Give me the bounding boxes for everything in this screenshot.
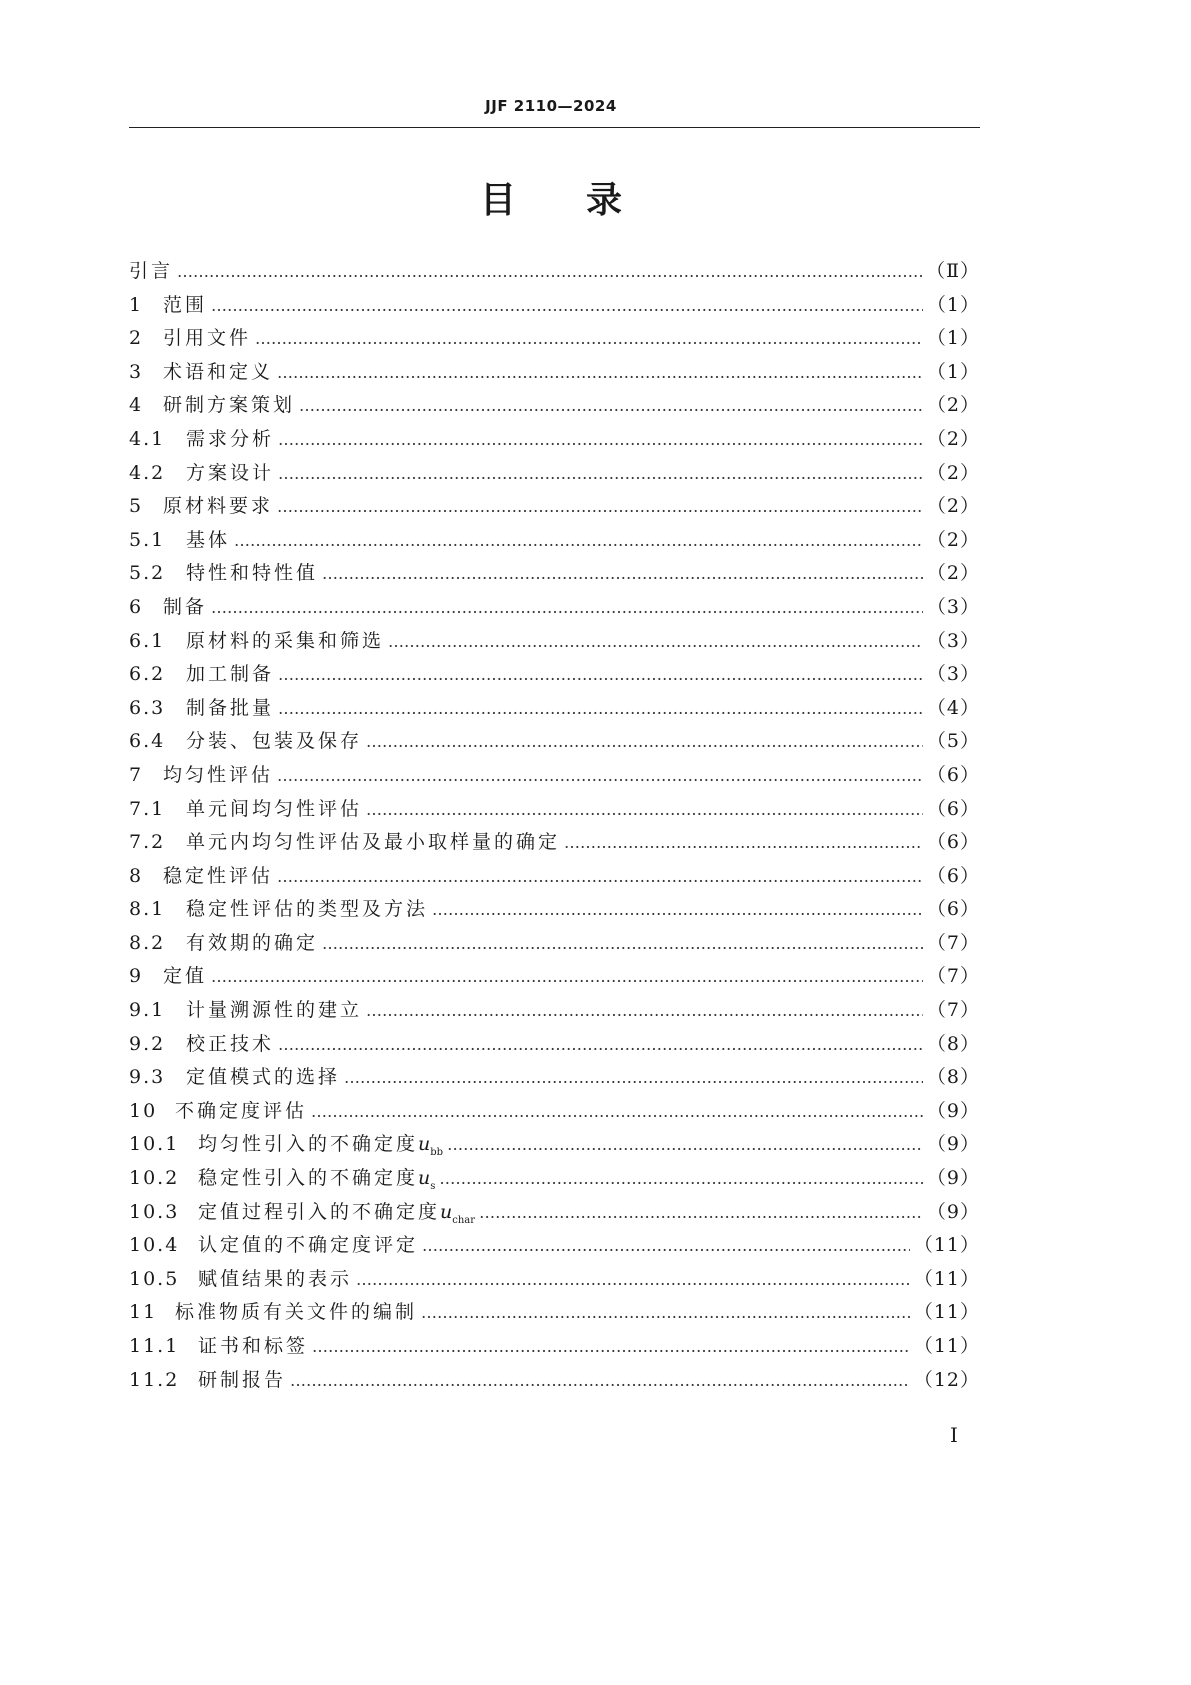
toc-entry-title: 原材料要求 bbox=[163, 495, 274, 518]
toc-entry-title: 分装、包装及保存 bbox=[186, 730, 363, 753]
toc-entry-page: （2） bbox=[926, 528, 980, 551]
toc-entry-title: 引用文件 bbox=[163, 327, 252, 350]
toc-dot-leader bbox=[211, 960, 923, 994]
toc-entry-number: 6.4 bbox=[129, 730, 166, 753]
toc-entry-title: 定值模式的选择 bbox=[186, 1066, 341, 1089]
toc-dot-leader bbox=[211, 591, 923, 625]
toc-dot-leader bbox=[366, 725, 923, 759]
toc-entry-page: （6） bbox=[926, 763, 980, 786]
toc-entry-title: 有效期的确定 bbox=[186, 931, 319, 954]
toc-dot-leader bbox=[388, 625, 923, 659]
toc-entry-page: （6） bbox=[926, 864, 980, 887]
header-rule bbox=[129, 127, 980, 128]
toc-entry-number: 4.2 bbox=[129, 461, 166, 484]
toc-dot-leader bbox=[278, 692, 923, 726]
toc-dot-leader bbox=[278, 658, 923, 692]
toc-dot-leader bbox=[278, 1028, 923, 1062]
toc-entry-page: （2） bbox=[926, 427, 980, 450]
toc-entry-number: 11.1 bbox=[129, 1335, 180, 1357]
toc-entry-page: （4） bbox=[926, 696, 980, 719]
toc-dot-leader bbox=[312, 1330, 910, 1364]
toc-entry[interactable] bbox=[129, 826, 980, 860]
toc-entry-title: 认定值的不确定度评定 bbox=[198, 1234, 419, 1257]
toc-entry-number: 6 bbox=[129, 595, 144, 618]
toc-entry-title: 均匀性评估 bbox=[163, 763, 274, 786]
toc-entry-title: 制备 bbox=[163, 595, 208, 618]
toc-dot-leader bbox=[432, 893, 923, 927]
toc-entry[interactable] bbox=[129, 1128, 980, 1162]
toc-entry[interactable] bbox=[129, 1196, 980, 1230]
toc-entry[interactable] bbox=[129, 490, 980, 524]
toc-entry[interactable] bbox=[129, 1330, 980, 1364]
toc-entry-number: 10.4 bbox=[129, 1234, 180, 1257]
toc-entry-number: 9.3 bbox=[129, 1066, 166, 1089]
toc-entry[interactable] bbox=[129, 1229, 980, 1263]
toc-entry-page: （3） bbox=[926, 663, 980, 686]
toc-entry-title: 术语和定义 bbox=[163, 360, 274, 383]
toc-entry-number: 4.1 bbox=[129, 427, 166, 450]
toc-entry[interactable] bbox=[129, 725, 980, 759]
toc-entry-number: 5.1 bbox=[129, 528, 166, 551]
toc-dot-leader bbox=[564, 826, 923, 860]
toc-entry-title: 引言 bbox=[129, 260, 174, 282]
toc-dot-leader bbox=[422, 1229, 910, 1263]
toc-entry[interactable] bbox=[129, 1028, 980, 1062]
toc-entry-number: 10.3 bbox=[129, 1200, 180, 1223]
toc-entry-number: 11.2 bbox=[129, 1368, 180, 1391]
toc-entry[interactable] bbox=[129, 860, 980, 894]
toc-entry[interactable] bbox=[129, 1296, 980, 1330]
toc-entry-number: 9.2 bbox=[129, 1032, 166, 1055]
toc-dot-leader bbox=[177, 255, 922, 289]
toc-entry-number: 9 bbox=[129, 965, 144, 988]
toc-dot-leader bbox=[439, 1162, 923, 1196]
toc-entry-number: 7.2 bbox=[129, 831, 166, 854]
toc-entry-title: 不确定度评估 bbox=[175, 1099, 308, 1122]
toc-entry-number: 10.5 bbox=[129, 1267, 180, 1290]
toc-entry-title: 计量溯源性的建立 bbox=[186, 999, 363, 1022]
toc-entry[interactable] bbox=[129, 289, 980, 323]
toc-entry-number: 5 bbox=[129, 495, 144, 518]
toc-entry-page: （1） bbox=[926, 360, 980, 383]
uncertainty-symbol: u bbox=[418, 1167, 431, 1190]
uncertainty-symbol: u bbox=[440, 1200, 453, 1223]
page-title: 目录 bbox=[479, 180, 692, 221]
toc-entry-page: （6） bbox=[926, 898, 980, 921]
toc-entry-page: （7） bbox=[926, 931, 980, 954]
toc-entry-title: 加工制备 bbox=[186, 663, 275, 686]
toc-entry-title: 校正技术 bbox=[186, 1032, 275, 1055]
uncertainty-subscript: bb bbox=[430, 1147, 444, 1159]
toc-entry-page: （11） bbox=[913, 1301, 980, 1324]
toc-entry-title: 标准物质有关文件的编制 bbox=[175, 1301, 418, 1324]
toc-entry-page: （1） bbox=[926, 293, 980, 316]
toc-entry-number: 1 bbox=[129, 293, 144, 316]
toc-entry[interactable] bbox=[129, 322, 980, 356]
toc-dot-leader bbox=[366, 793, 923, 827]
toc-entry-title: 单元内均匀性评估及最小取样量的确定 bbox=[186, 831, 561, 854]
toc-entry-page: （3） bbox=[926, 595, 980, 618]
toc-entry[interactable] bbox=[129, 457, 980, 491]
toc-entry-number: 6.1 bbox=[129, 629, 166, 652]
toc-entry-page: （11） bbox=[913, 1267, 980, 1290]
toc-entry-page: （2） bbox=[926, 461, 980, 484]
toc-entry[interactable] bbox=[129, 994, 980, 1028]
toc-entry-page: （2） bbox=[926, 495, 980, 518]
uncertainty-symbol: u bbox=[418, 1133, 431, 1156]
toc-entry-number: 7.1 bbox=[129, 797, 166, 820]
toc-entry-title: 范围 bbox=[163, 293, 208, 316]
toc-entry-number: 11 bbox=[129, 1301, 158, 1324]
toc-entry-title: 定值 bbox=[163, 965, 208, 988]
toc-entry-title: 稳定性评估的类型及方法 bbox=[186, 898, 429, 921]
toc-entry-title: 研制报告 bbox=[198, 1368, 287, 1391]
toc-entry-page: （9） bbox=[926, 1099, 980, 1122]
toc-dot-leader bbox=[277, 356, 923, 390]
toc-entry[interactable] bbox=[129, 960, 980, 994]
toc-entry[interactable] bbox=[129, 1162, 980, 1196]
toc-entry-page: （Ⅱ） bbox=[926, 260, 980, 282]
toc-dot-leader bbox=[322, 557, 923, 591]
toc-dot-leader bbox=[255, 322, 923, 356]
toc-entry[interactable] bbox=[129, 927, 980, 961]
uncertainty-subscript: s bbox=[430, 1180, 436, 1192]
toc-entry-number: 9.1 bbox=[129, 999, 166, 1022]
toc-entry[interactable] bbox=[129, 1061, 980, 1095]
toc-dot-leader bbox=[447, 1128, 923, 1162]
toc-entry[interactable] bbox=[129, 1263, 980, 1297]
toc-entry[interactable] bbox=[129, 658, 980, 692]
toc-entry-title: 基体 bbox=[186, 528, 231, 551]
toc-entry-page: （11） bbox=[913, 1234, 980, 1257]
toc-dot-leader bbox=[277, 759, 923, 793]
toc-dot-leader bbox=[344, 1061, 923, 1095]
toc-entry[interactable] bbox=[129, 557, 980, 591]
toc-entry[interactable] bbox=[129, 1095, 980, 1129]
toc-entry-page: （9） bbox=[926, 1133, 980, 1156]
toc-entry-page: （8） bbox=[926, 1066, 980, 1089]
toc-dot-leader bbox=[311, 1095, 923, 1129]
toc-entry-title: 方案设计 bbox=[186, 461, 275, 484]
toc-dot-leader bbox=[277, 860, 923, 894]
toc-entry-title: 赋值结果的表示 bbox=[198, 1267, 353, 1290]
toc-entry-title: 单元间均匀性评估 bbox=[186, 797, 363, 820]
toc-dot-leader bbox=[479, 1196, 923, 1230]
toc-entry[interactable] bbox=[129, 692, 980, 726]
toc-entry-number: 10 bbox=[129, 1099, 158, 1122]
toc-entry-page: （7） bbox=[926, 965, 980, 988]
toc-entry-title: 需求分析 bbox=[186, 427, 275, 450]
toc-entry-page: （6） bbox=[926, 797, 980, 820]
toc-entry[interactable] bbox=[129, 1364, 980, 1398]
uncertainty-subscript: char bbox=[452, 1214, 476, 1226]
toc-dot-leader bbox=[277, 490, 923, 524]
toc-dot-leader bbox=[290, 1364, 910, 1398]
toc-entry[interactable] bbox=[129, 793, 980, 827]
toc-entry-page: （9） bbox=[926, 1200, 980, 1223]
toc-entry-number: 8.1 bbox=[129, 898, 166, 921]
toc-dot-leader bbox=[211, 289, 923, 323]
toc-entry-title: 稳定性引入的不确定度$u_s$ bbox=[198, 1167, 436, 1192]
toc-entry-number: 5.2 bbox=[129, 562, 166, 585]
toc-entry-number: 8 bbox=[129, 864, 144, 887]
toc-entry-title: 制备批量 bbox=[186, 696, 275, 719]
toc-dot-leader bbox=[322, 927, 923, 961]
standard-code-header: JJF 2110—2024 bbox=[485, 97, 617, 115]
toc-entry-page: （6） bbox=[926, 831, 980, 854]
toc-dot-leader bbox=[234, 524, 923, 558]
toc-entry-title: 定值过程引入的不确定度$u_{char}$ bbox=[198, 1200, 476, 1226]
toc-entry-page: （11） bbox=[913, 1335, 980, 1357]
toc-entry-title: 原材料的采集和筛选 bbox=[186, 629, 385, 652]
toc-entry-title: 稳定性评估 bbox=[163, 864, 274, 887]
toc-entry-number: 7 bbox=[129, 763, 144, 786]
toc-dot-leader bbox=[278, 423, 923, 457]
toc-entry-page: （2） bbox=[926, 562, 980, 585]
toc-entry[interactable] bbox=[129, 389, 980, 423]
toc-entry-page: （9） bbox=[926, 1167, 980, 1190]
toc-entry-number: 10.1 bbox=[129, 1133, 180, 1156]
toc-entry-number: 8.2 bbox=[129, 931, 166, 954]
page-number: I bbox=[950, 1423, 958, 1447]
toc-entry-number: 2 bbox=[129, 327, 144, 350]
toc-entry[interactable] bbox=[129, 893, 980, 927]
toc-entry-page: （8） bbox=[926, 1032, 980, 1055]
table-of-contents bbox=[129, 255, 980, 1397]
toc-entry[interactable] bbox=[129, 255, 980, 289]
toc-entry[interactable] bbox=[129, 524, 980, 558]
toc-entry-number: 6.2 bbox=[129, 663, 166, 686]
toc-entry-number: 10.2 bbox=[129, 1167, 180, 1190]
toc-dot-leader bbox=[278, 457, 923, 491]
toc-entry[interactable] bbox=[129, 356, 980, 390]
toc-entry-number: 3 bbox=[129, 360, 144, 383]
toc-dot-leader bbox=[299, 389, 923, 423]
toc-entry[interactable] bbox=[129, 591, 980, 625]
toc-entry-page: （2） bbox=[926, 394, 980, 417]
toc-entry-page: （7） bbox=[926, 999, 980, 1022]
toc-entry[interactable] bbox=[129, 423, 980, 457]
toc-entry-number: 4 bbox=[129, 394, 144, 417]
toc-entry-page: （1） bbox=[926, 327, 980, 350]
toc-entry-title: 证书和标签 bbox=[198, 1335, 309, 1357]
toc-entry-title: 均匀性引入的不确定度$u_{bb}$ bbox=[198, 1133, 444, 1159]
toc-dot-leader bbox=[356, 1263, 910, 1297]
toc-dot-leader bbox=[366, 994, 923, 1028]
toc-dot-leader bbox=[421, 1296, 910, 1330]
toc-entry[interactable] bbox=[129, 625, 980, 659]
toc-entry[interactable] bbox=[129, 759, 980, 793]
toc-entry-page: （3） bbox=[926, 629, 980, 652]
toc-entry-title: 研制方案策划 bbox=[163, 394, 296, 417]
toc-entry-page: （5） bbox=[926, 730, 980, 753]
toc-entry-number: 6.3 bbox=[129, 696, 166, 719]
toc-entry-title: 特性和特性值 bbox=[186, 562, 319, 585]
toc-entry-page: （12） bbox=[913, 1368, 980, 1391]
